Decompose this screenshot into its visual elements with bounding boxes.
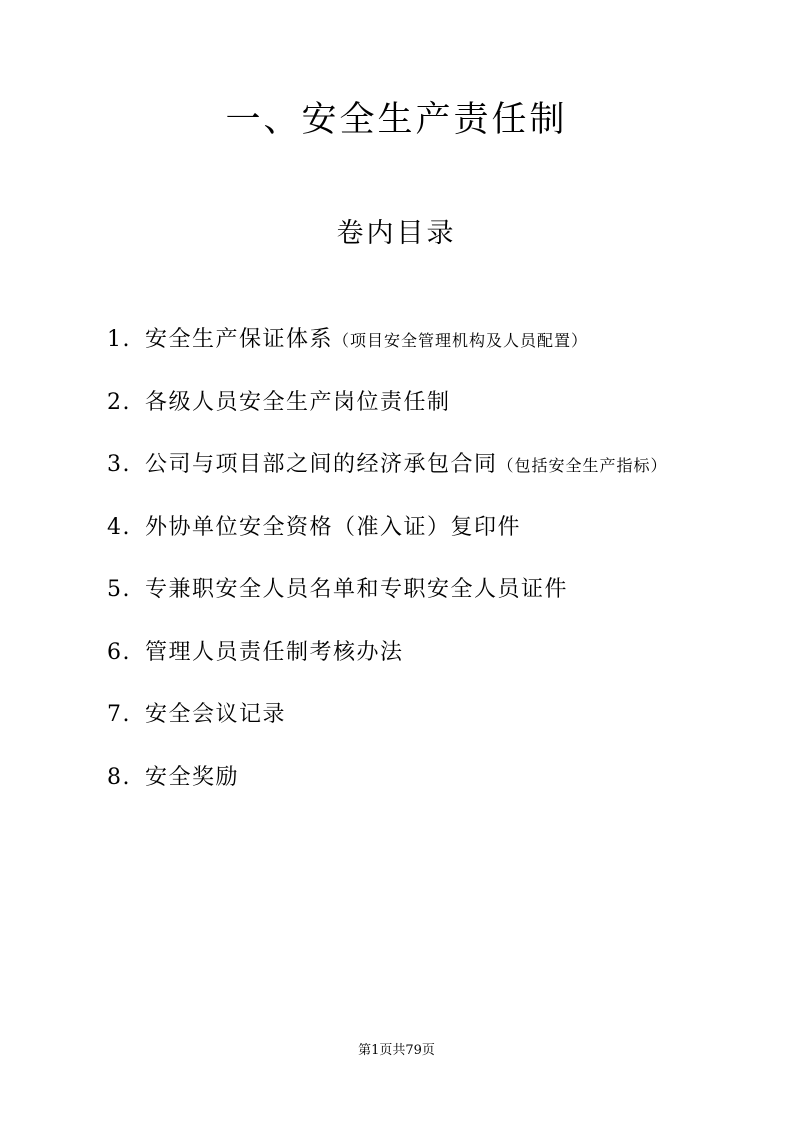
table-of-contents [107, 318, 767, 818]
toc-item-number: 6. [107, 639, 131, 665]
toc-item-number: 3. [107, 452, 131, 477]
toc-item [107, 756, 767, 819]
toc-item-text: 安全会议记录 [145, 702, 287, 727]
toc-item-text: 外协单位安全资格（准入证）复印件 [145, 514, 522, 540]
toc-item-number: 5. [107, 577, 131, 602]
toc-item-note: （包括安全生产指标） [497, 456, 668, 475]
section-title: 卷内目录 [336, 218, 457, 249]
toc-item-text: 安全生产保证体系 [145, 327, 334, 352]
toc-item-text: 管理人员责任制考核办法 [145, 639, 404, 665]
toc-item-number: 2. [107, 389, 131, 415]
toc-item [107, 318, 767, 381]
toc-item-text: 公司与项目部之间的经济承包合同 [145, 452, 498, 477]
toc-item-note: （项目安全管理机构及人员配置） [333, 331, 589, 350]
toc-item [107, 693, 767, 756]
toc-item-number: 1. [107, 327, 131, 352]
toc-item-text: 专兼职安全人员名单和专职安全人员证件 [145, 577, 569, 602]
toc-item [107, 568, 767, 631]
toc-item-number: 8. [107, 764, 131, 790]
toc-item [107, 381, 767, 444]
toc-item [107, 631, 767, 694]
toc-item-number: 4. [107, 514, 131, 540]
toc-item-text: 安全奖励 [145, 764, 240, 790]
page-footer: 第1页共79页 [358, 1043, 435, 1058]
toc-item-text: 各级人员安全生产岗位责任制 [145, 389, 451, 415]
toc-item [107, 443, 767, 506]
toc-item [107, 506, 767, 569]
page-title: 一、安全生产责任制 [225, 100, 568, 140]
toc-item-number: 7. [107, 702, 131, 727]
